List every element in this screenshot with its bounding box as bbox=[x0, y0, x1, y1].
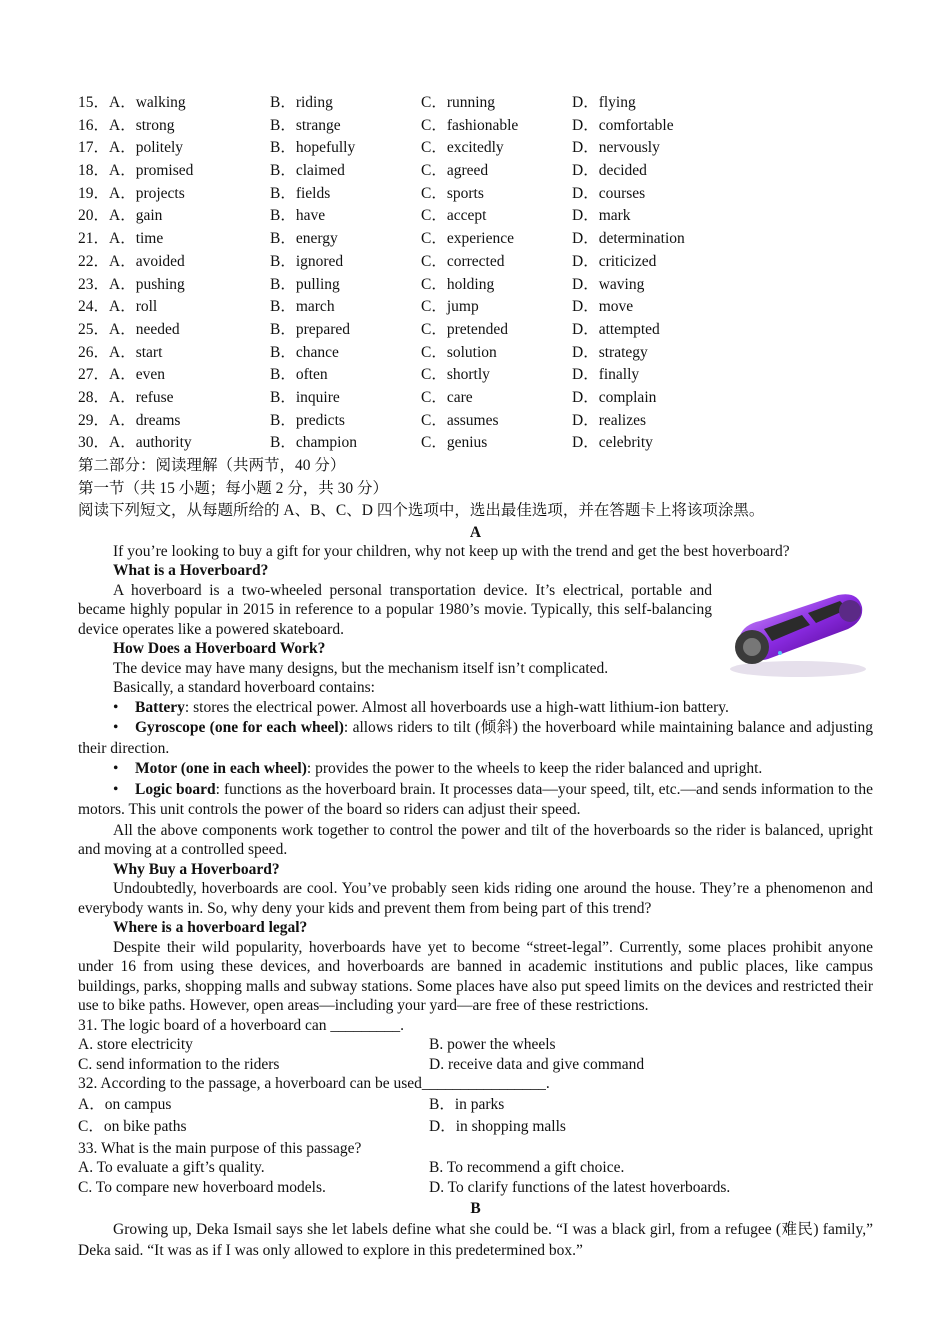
cloze-row bbox=[78, 342, 873, 365]
option-d: D．realizes bbox=[572, 411, 647, 429]
option-b: B．chance bbox=[270, 343, 339, 361]
cloze-row bbox=[78, 92, 873, 115]
option-b: B．prepared bbox=[270, 320, 351, 338]
option-c: C．assumes bbox=[421, 411, 499, 429]
list-item: • Logic board: functions as the hoverboard brain. It processes data—your speed, tilt, etc.—and sends information to the motors. This unit controls the power of the board so riders can adjust their speed. bbox=[78, 780, 873, 818]
option-c: C. To compare new hoverboard models. bbox=[78, 1179, 326, 1197]
option-number-a: 23．A．pushing bbox=[78, 275, 185, 293]
cloze-row bbox=[78, 228, 873, 251]
option-b: B．energy bbox=[270, 230, 338, 248]
question-32 bbox=[78, 1074, 873, 1139]
option-d: D．nervously bbox=[572, 139, 660, 157]
option-number-a: 26．A．start bbox=[78, 343, 163, 361]
option-d: D. To clarify functions of the latest hoverboards. bbox=[429, 1179, 731, 1197]
option-d: D．celebrity bbox=[572, 434, 653, 452]
cloze-row bbox=[78, 296, 873, 319]
option-a: A. store electricity bbox=[78, 1036, 193, 1053]
question-33 bbox=[78, 1139, 873, 1198]
paragraph-mechanism: The device may have many designs, but the mechanism itself isn’t complicated. bbox=[113, 659, 609, 677]
exam-page bbox=[78, 92, 873, 1261]
option-number-a: 20．A．gain bbox=[78, 207, 163, 225]
cloze-row bbox=[78, 319, 873, 342]
option-b: B. To recommend a gift choice. bbox=[429, 1159, 625, 1177]
option-b: B．often bbox=[270, 366, 328, 384]
option-number-a: 17．A．politely bbox=[78, 139, 184, 157]
option-d: D．determination bbox=[572, 230, 685, 248]
cloze-row bbox=[78, 432, 873, 455]
cloze-row bbox=[78, 387, 873, 410]
option-c: C．fashionable bbox=[421, 116, 519, 134]
option-c: C．holding bbox=[421, 275, 495, 293]
option-d: D．flying bbox=[572, 94, 636, 111]
cloze-row bbox=[78, 115, 873, 138]
option-b: B．inquire bbox=[270, 388, 340, 406]
option-c: C．accept bbox=[421, 207, 487, 225]
heading-why: Why Buy a Hoverboard? bbox=[113, 860, 280, 878]
hoverboard-block bbox=[78, 581, 873, 698]
option-d: D．complain bbox=[572, 388, 657, 406]
option-d: D．mark bbox=[572, 207, 631, 225]
paragraph-contains: Basically, a standard hoverboard contains: bbox=[113, 679, 375, 696]
option-d: D．in shopping malls bbox=[429, 1118, 566, 1136]
option-c: C．jump bbox=[421, 298, 479, 316]
option-d: D．decided bbox=[572, 162, 647, 180]
option-c: C．on bike paths bbox=[78, 1118, 187, 1136]
cloze-row bbox=[78, 410, 873, 433]
option-b: B．march bbox=[270, 298, 335, 316]
option-d: D．move bbox=[572, 298, 634, 316]
option-b: B．champion bbox=[270, 434, 357, 452]
heading-legal: Where is a hoverboard legal? bbox=[113, 919, 308, 936]
option-b: B．hopefully bbox=[270, 139, 356, 157]
list-item: • Motor (one in each wheel): provides the power to the wheels to keep the rider balanced and upright. bbox=[113, 760, 763, 777]
option-d: D．waving bbox=[572, 275, 645, 293]
option-c: C．experience bbox=[421, 230, 514, 248]
paragraph-why: Undoubtedly, hoverboards are cool. You’ve probably seen kids riding one around the house. They’re a phenomenon and everybody wants in. So, why deny your kids and prevent them from being part of this trend? bbox=[78, 880, 873, 917]
option-b: B. power the wheels bbox=[429, 1036, 556, 1053]
option-number-a: 15．A．walking bbox=[78, 94, 186, 111]
cloze-row bbox=[78, 160, 873, 183]
option-c: C．running bbox=[421, 94, 496, 111]
cloze-row bbox=[78, 364, 873, 387]
option-b: B．strange bbox=[270, 116, 341, 134]
option-c: C．care bbox=[421, 388, 473, 406]
cloze-options bbox=[78, 92, 873, 455]
option-b: B．have bbox=[270, 207, 326, 225]
option-number-a: 25．A．needed bbox=[78, 320, 180, 338]
question-stem: 31. The logic board of a hoverboard can _________. bbox=[78, 1016, 404, 1034]
passage-b-label: B bbox=[470, 1199, 481, 1217]
cloze-row bbox=[78, 183, 873, 206]
option-b: B．riding bbox=[270, 94, 333, 111]
paragraph-components: All the above components work together to control the power and tilt of the hoverboards so the rider is balanced, upright and moving at a controlled speed. bbox=[78, 821, 873, 858]
option-number-a: 22．A．avoided bbox=[78, 252, 185, 270]
option-c: C．shortly bbox=[421, 366, 490, 384]
option-number-a: 16．A．strong bbox=[78, 116, 175, 134]
list-item: • Gyroscope (one for each wheel): allows riders to tilt (倾斜) the hoverboard while maintaining balance and adjusting their direction. bbox=[78, 719, 873, 757]
passage-b-paragraph: Growing up, Deka Ismail says she let labels define what she could be. “I was a black girl, from a refugee (难民) family,” Deka said. “It was as if I was only allowed to explore in this predetermined box.” bbox=[78, 1220, 873, 1259]
instruction: 阅读下列短文，从每题所给的 A、B、C、D 四个选项中，选出最佳选项，并在答题卡上将该项涂黑。 bbox=[78, 502, 765, 519]
option-number-a: 29．A．dreams bbox=[78, 411, 181, 429]
option-c: C．genius bbox=[421, 434, 488, 452]
option-number-a: 28．A．refuse bbox=[78, 388, 174, 406]
option-d: D．finally bbox=[572, 366, 640, 384]
section1-title: 第一节（共 15 小题；每小题 2 分，共 30 分） bbox=[78, 479, 389, 497]
option-d: D．comfortable bbox=[572, 116, 674, 134]
option-d: D．attempted bbox=[572, 320, 660, 338]
question-stem: 33. What is the main purpose of this passage? bbox=[78, 1139, 362, 1157]
passage-a-label: A bbox=[469, 523, 482, 541]
option-d: D．courses bbox=[572, 184, 646, 202]
option-a: A．on campus bbox=[78, 1095, 172, 1113]
option-b: B．claimed bbox=[270, 162, 345, 180]
list-item: • Battery: stores the electrical power. Almost all hoverboards use a high-watt lithium-ion battery. bbox=[113, 698, 729, 716]
option-number-a: 27．A．even bbox=[78, 366, 165, 384]
option-d: D. receive data and give command bbox=[429, 1055, 645, 1073]
option-number-a: 21．A．time bbox=[78, 230, 164, 248]
question-31 bbox=[78, 1016, 873, 1075]
option-b: B．in parks bbox=[429, 1095, 505, 1113]
option-c: C．corrected bbox=[421, 252, 505, 270]
option-d: D．strategy bbox=[572, 343, 648, 361]
paragraph-legal: Despite their wild popularity, hoverboards have yet to become “street-legal”. Currently, some places prohibit anyone under 16 from using these devices, and hoverboards are banned in academic institutions and public places, like campus buildings, parks, shopping malls and subway stations. Some places have also put speed limits on the devices and restricted their use to bike paths. However, open areas—including your yard—are free of these restrictions. bbox=[78, 938, 873, 1014]
option-c: C．solution bbox=[421, 343, 497, 361]
passage-a-intro: If you’re looking to buy a gift for your children, why not keep up with the trend and get the best hoverboard? bbox=[113, 542, 790, 560]
option-c: C. send information to the riders bbox=[78, 1055, 280, 1073]
heading-how: How Does a Hoverboard Work? bbox=[113, 640, 326, 657]
option-a: A. To evaluate a gift’s quality. bbox=[78, 1159, 265, 1177]
option-d: D．criticized bbox=[572, 252, 657, 270]
cloze-row bbox=[78, 251, 873, 274]
option-b: B．ignored bbox=[270, 252, 344, 270]
option-number-a: 19．A．projects bbox=[78, 184, 185, 202]
cloze-row bbox=[78, 274, 873, 297]
option-number-a: 24．A．roll bbox=[78, 298, 158, 316]
question-stem: 32. According to the passage, a hoverboard can be used________________. bbox=[78, 1075, 550, 1093]
option-c: C．excitedly bbox=[421, 139, 504, 157]
option-c: C．sports bbox=[421, 184, 484, 202]
paragraph-definition: A hoverboard is a two-wheeled personal transportation device. It’s electrical, portable and became highly popular in 2015 in reference to a popular 1980’s movie. Typically, this self-balancing device operates like a powered skateboard. bbox=[78, 581, 712, 638]
option-c: C．agreed bbox=[421, 162, 489, 180]
cloze-row bbox=[78, 137, 873, 160]
heading-what: What is a Hoverboard? bbox=[113, 562, 269, 579]
option-b: B．fields bbox=[270, 184, 331, 202]
option-number-a: 30．A．authority bbox=[78, 434, 192, 452]
option-c: C．pretended bbox=[421, 320, 508, 338]
option-b: B．predicts bbox=[270, 411, 345, 429]
part2-title: 第二部分：阅读理解（共两节，40 分） bbox=[78, 457, 346, 474]
hoverboard-image bbox=[720, 581, 870, 681]
option-b: B．pulling bbox=[270, 275, 340, 293]
cloze-row bbox=[78, 205, 873, 228]
component-list bbox=[78, 698, 873, 821]
option-number-a: 18．A．promised bbox=[78, 162, 194, 180]
